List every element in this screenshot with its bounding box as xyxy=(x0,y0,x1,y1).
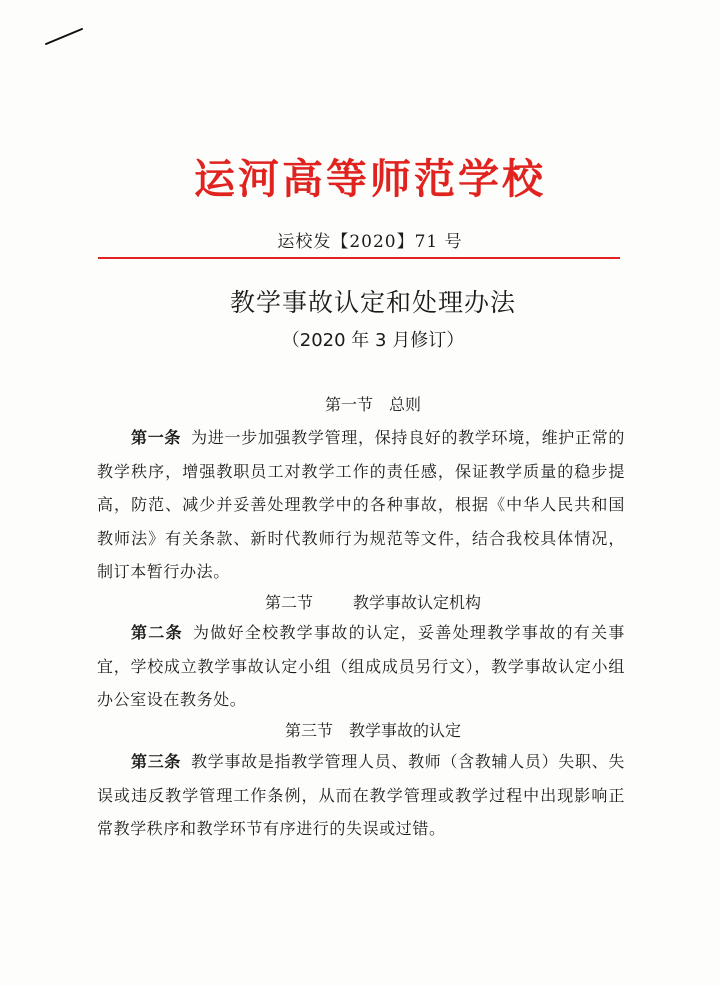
section-title: 教学事故的认定 xyxy=(349,721,462,740)
document-number: 运校发【2020】71 号 xyxy=(277,232,463,252)
article-text: 为进一步加强教学管理，保持良好的教学环境，维护正常的教学秩序，增强教职员工对教学工作的责任感，保证教学质量的稳步提高，防范、减少并妥善处理教学中的各种事故，根据《中华人民共和国教师法》有关条款、新时代教师行为规范等文件，结合我校具体情况，制订本暂行办法。 xyxy=(97,428,625,581)
section-title: 教学事故认定机构 xyxy=(353,593,482,612)
document-title: 教学事故认定和处理办法 xyxy=(229,288,516,317)
section-heading-2 xyxy=(0,590,720,613)
section-number: 第一节 xyxy=(324,395,373,414)
article-text: 教学事故是指教学管理人员、教师（含教辅人员）失职、失误或违反教学管理工作条例，从而在教学管理或教学过程中出现影响正常教学秩序和教学环节有序进行的失误或过错。 xyxy=(97,752,625,838)
article-text: 为做好全校教学事故的认定，妥善处理教学事故的有关事宜，学校成立教学事故认定小组（组成成员另行文），教学事故认定小组办公室设在教务处。 xyxy=(97,623,625,709)
section-number: 第三节 xyxy=(284,721,333,740)
section-number: 第二节 xyxy=(264,593,313,612)
document-subtitle: （2020 年 3 月修订） xyxy=(281,330,465,351)
section-heading-1 xyxy=(0,392,720,415)
article-label: 第三条 xyxy=(131,752,182,771)
article-label: 第一条 xyxy=(131,428,182,447)
article-3 xyxy=(97,745,625,846)
red-divider xyxy=(98,257,620,259)
section-heading-3 xyxy=(0,718,720,741)
section-title: 总则 xyxy=(389,395,422,414)
article-2 xyxy=(97,616,625,717)
article-1 xyxy=(97,421,625,589)
pen-mark xyxy=(44,26,84,46)
school-name: 运河高等师范学校 xyxy=(194,155,546,203)
article-label: 第二条 xyxy=(131,623,183,642)
